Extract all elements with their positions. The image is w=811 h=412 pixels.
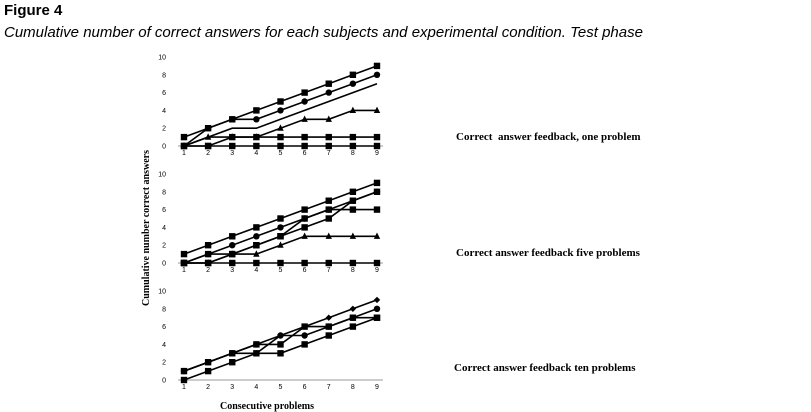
chart-3-title: Correct answer feedback ten problems (454, 362, 636, 374)
chart-2-series-6-point (253, 260, 259, 266)
chart-3-series-2-line (184, 309, 377, 371)
chart-2-series-4-point (301, 215, 307, 221)
chart-2-series-6-point (181, 260, 187, 266)
chart-2-xtick: 7 (326, 267, 331, 274)
chart-2-series-6-point (374, 260, 380, 266)
chart-1-series-6-point (205, 143, 211, 149)
chart-1-xtick: 4 (254, 150, 259, 157)
chart-2-series-3-point (374, 189, 380, 195)
chart-3-series-3-point (350, 315, 356, 321)
chart-2-series-4-point (326, 206, 332, 212)
chart-1-series-1-point (374, 63, 380, 69)
chart-1-series-2-point (277, 107, 283, 113)
chart-2-series-1-point (374, 180, 380, 186)
chart-1-series-6-point (181, 143, 187, 149)
chart-2-series-1-point (301, 206, 307, 212)
chart-3-series-2-point (277, 332, 283, 338)
chart-1-xtick: 1 (182, 150, 186, 157)
chart-3-ytick: 6 (162, 324, 166, 332)
chart-1-series-1-point (253, 107, 259, 113)
chart-3-ytick: 10 (158, 288, 166, 296)
chart-2-series-1-point (277, 215, 283, 221)
chart-2-ytick: 0 (162, 260, 166, 268)
chart-2-xtick: 6 (302, 267, 307, 274)
y-axis-label: Cumulative number correct answers (141, 150, 152, 306)
chart-1-ytick: 2 (162, 125, 166, 133)
chart-3-series-2-point (374, 306, 380, 312)
chart-3-series-4-line (184, 318, 377, 380)
chart-1-series-6-point (374, 143, 380, 149)
chart-2-xtick: 1 (182, 267, 186, 274)
chart-1-series-1-point (350, 72, 356, 78)
chart-3-series-3-point (277, 341, 283, 347)
chart-2-series-4-point (350, 206, 356, 212)
chart-3-series-2-point (301, 332, 307, 338)
chart-3-ytick: 2 (162, 359, 166, 367)
chart-3-series-3-point (253, 341, 259, 347)
chart-3-series-4-point (277, 350, 283, 356)
chart-2-ytick: 10 (158, 171, 166, 179)
chart-2-series-2-point (253, 233, 259, 239)
chart-1-series-1-point (277, 98, 283, 104)
chart-1-ytick: 8 (162, 72, 166, 80)
chart-1-series-5-point (350, 134, 356, 140)
chart-3-series-1-point (326, 315, 332, 321)
chart-1-series-5-point (229, 134, 235, 140)
chart-1-series-6-point (253, 143, 259, 149)
chart-2-series-6-point (350, 260, 356, 266)
chart-1-xtick: 7 (326, 150, 331, 157)
chart-1-ytick: 0 (162, 143, 166, 151)
chart-3-series-3-point (326, 323, 332, 329)
chart-1-series-6-point (301, 143, 307, 149)
chart-2-series-1-point (229, 233, 235, 239)
chart-3-series-4-point (205, 368, 211, 374)
chart-2-series-3-point (350, 198, 356, 204)
chart-1-xtick: 6 (302, 150, 307, 157)
chart-3-series-1-point (374, 297, 380, 303)
chart-2-xtick: 2 (206, 267, 211, 274)
chart-2-series-6-point (326, 260, 332, 266)
chart-1-series-2-point (350, 81, 356, 87)
chart-1-series-2-point (374, 72, 380, 78)
chart-3-series-3-point (205, 359, 211, 365)
chart-1-series-1-point (326, 81, 332, 87)
chart-2-xtick: 8 (350, 267, 355, 274)
chart-1-xtick: 2 (206, 150, 211, 157)
chart-3-series-3-point (229, 350, 235, 356)
chart-3-xtick: 3 (230, 384, 235, 391)
chart-1-series-6-point (350, 143, 356, 149)
chart-1-series-2-point (229, 116, 235, 122)
chart-2-series-6-point (229, 260, 235, 266)
chart-1-series-5-point (277, 134, 283, 140)
chart-2-series-6-point (301, 260, 307, 266)
chart-2-ytick: 2 (162, 242, 166, 250)
chart-2-ytick: 8 (162, 189, 166, 197)
chart-2-series-6-point (277, 260, 283, 266)
chart-2-series-5-line (184, 236, 377, 263)
chart-1-series-2-point (253, 116, 259, 122)
chart-2-series-2-point (229, 242, 235, 248)
chart-3-xtick: 6 (302, 384, 307, 391)
chart-1-ytick: 10 (158, 54, 166, 62)
chart-3-xtick: 5 (278, 384, 283, 391)
figure-title: Figure 4 (4, 2, 63, 19)
chart-3-xtick: 1 (182, 384, 186, 391)
figure-caption: Cumulative number of correct answers for each subjects and experimental condition. Test phase (4, 24, 643, 41)
chart-1-series-5-point (326, 134, 332, 140)
chart-3-xtick: 8 (350, 384, 355, 391)
chart-1-series-2-point (205, 125, 211, 131)
chart-2-xtick: 3 (230, 267, 235, 274)
chart-2-ytick: 6 (162, 207, 166, 215)
x-axis-label: Consecutive problems (220, 401, 314, 412)
chart-3-series-3-point (301, 323, 307, 329)
chart-1-series-6-point (229, 143, 235, 149)
chart-3-series-4-point (253, 350, 259, 356)
chart-3-series-1-point (350, 306, 356, 312)
chart-3-ytick: 8 (162, 306, 166, 314)
chart-3-xtick: 4 (254, 384, 259, 391)
chart-2-series-3-point (301, 224, 307, 230)
chart-3-xtick: 7 (326, 384, 331, 391)
chart-2-ytick: 4 (162, 224, 166, 232)
chart-2-series-1-point (350, 189, 356, 195)
chart-2-series-1-point (253, 224, 259, 230)
chart-1-series-5-point (253, 134, 259, 140)
chart-3-ytick: 0 (162, 377, 166, 385)
chart-1-series-1-point (181, 134, 187, 140)
chart-2-series-3-point (205, 251, 211, 257)
chart-1-ytick: 4 (162, 107, 166, 115)
chart-1-series-6-point (277, 143, 283, 149)
chart-1-series-2-point (326, 89, 332, 95)
chart-2-xtick: 5 (278, 267, 283, 274)
chart-1-series-5-point (301, 134, 307, 140)
chart-1-xtick: 5 (278, 150, 283, 157)
chart-1-series-6-point (326, 143, 332, 149)
chart-3-ytick: 4 (162, 341, 166, 349)
chart-3-series-4-point (374, 315, 380, 321)
chart-1-xtick: 9 (375, 150, 379, 157)
chart-3-series-4-point (350, 323, 356, 329)
chart-1-series-5-point (374, 134, 380, 140)
chart-3-series-4-point (181, 377, 187, 383)
chart-3-series-4-point (229, 359, 235, 365)
chart-3-series-3-point (181, 368, 187, 374)
chart-2-title: Correct answer feedback five problems (456, 247, 640, 259)
chart-2-series-3-point (326, 215, 332, 221)
chart-2-series-4-point (277, 233, 283, 239)
chart-1-xtick: 8 (350, 150, 355, 157)
chart-2-series-2-point (277, 224, 283, 230)
chart-2-series-6-point (205, 260, 211, 266)
chart-3-xtick: 2 (206, 384, 211, 391)
chart-2-xtick: 4 (254, 267, 259, 274)
chart-1-series-2-point (301, 98, 307, 104)
chart-1-ytick: 6 (162, 90, 166, 98)
chart-3-xtick: 9 (375, 384, 379, 391)
chart-2-series-4-point (374, 206, 380, 212)
chart-1-title: Correct answer feedback, one problem (456, 131, 641, 143)
chart-2-xtick: 9 (375, 267, 379, 274)
chart-2-series-4-point (253, 242, 259, 248)
chart-2-series-1-point (181, 251, 187, 257)
chart-2-series-1-point (205, 242, 211, 248)
chart-1-xtick: 3 (230, 150, 235, 157)
chart-3-series-4-point (301, 341, 307, 347)
chart-1-series-1-point (301, 89, 307, 95)
chart-3-series-4-point (326, 332, 332, 338)
chart-2-series-1-point (326, 198, 332, 204)
